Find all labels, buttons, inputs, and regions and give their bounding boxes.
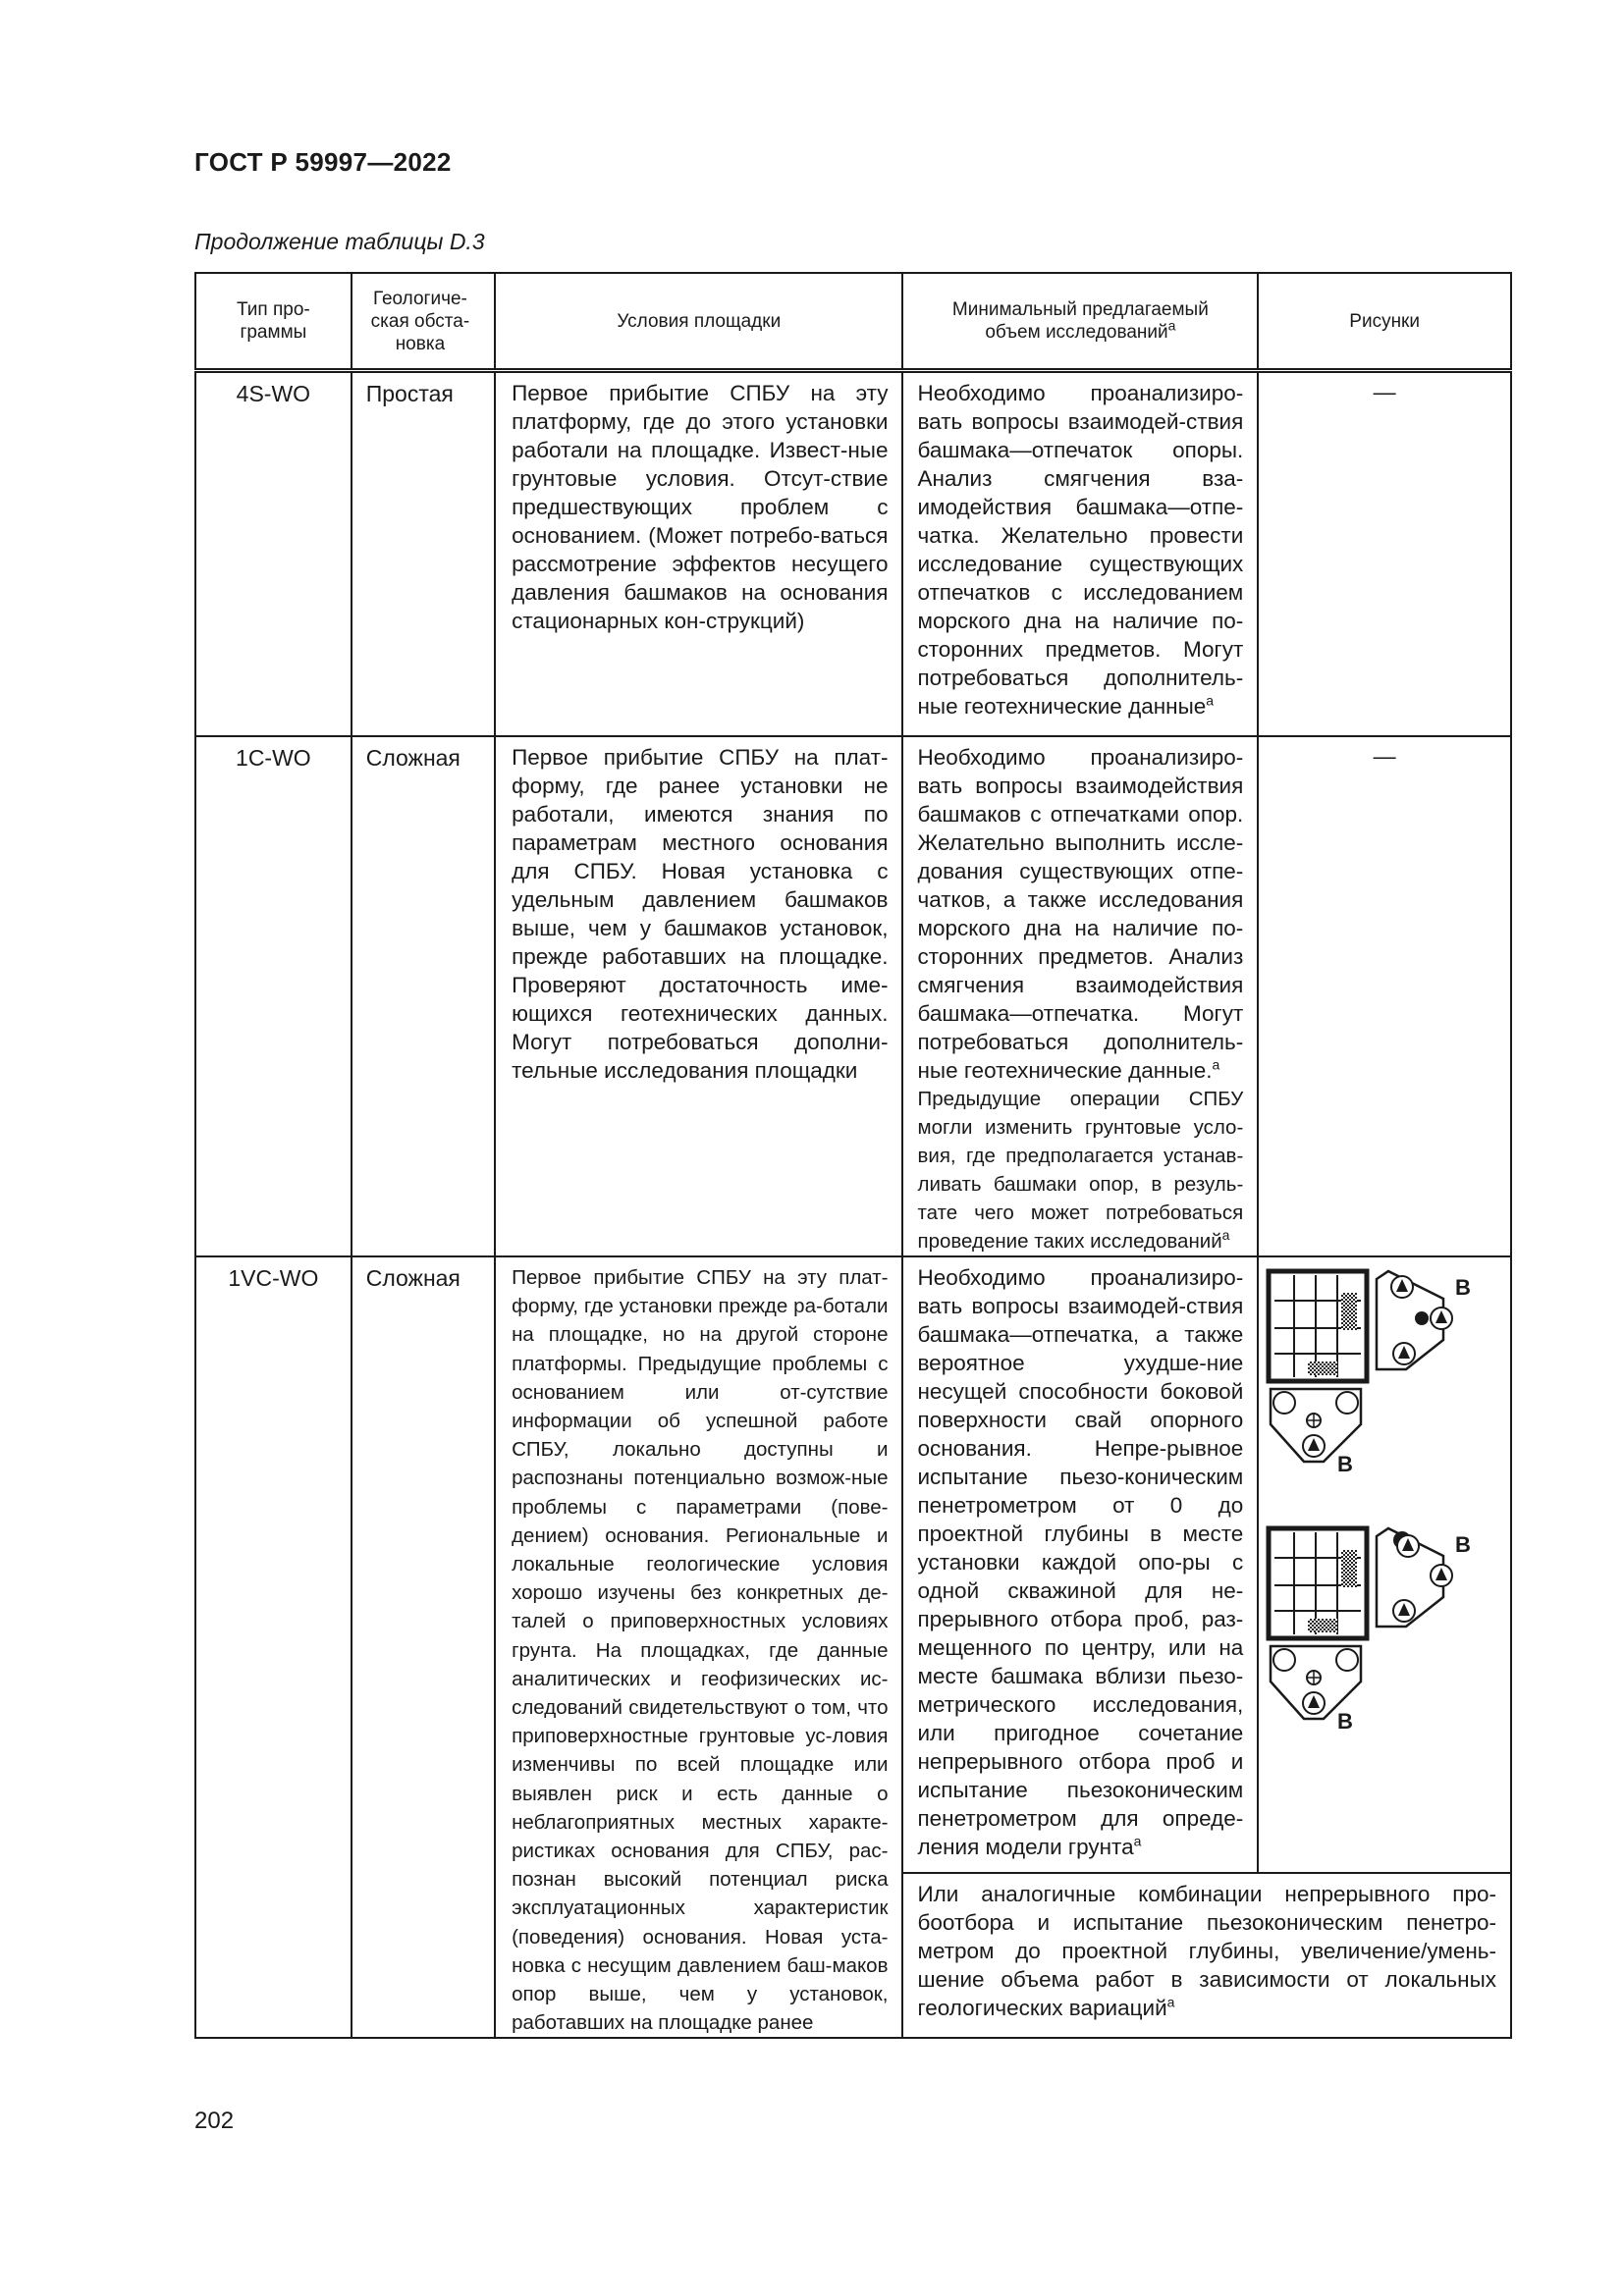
minimum-scope-text: Необходимо проанализиро-вать вопросы взаимодей-ствия башмака—отпечаток опоры. Анализ смягчения вза-имодействия башмака—отпе-чатка. Желательно провести исследование существующих отпечатков с исследованием морского дна на наличие по-сторонних предметов. Могут потребоваться дополнитель-ные геотехнические данные (917, 381, 1244, 719)
position-label: B (1337, 1452, 1354, 1476)
position-label: B (1455, 1275, 1472, 1300)
cell-geology: Сложная (352, 736, 495, 1256)
header-minimum-scope-label: Минимальный предлагаемый объем исследований (951, 299, 1209, 343)
footnote-mark: a (1221, 1227, 1230, 1244)
position-label: B (1337, 1709, 1354, 1734)
table-row (195, 736, 1511, 1256)
minimum-scope-text: Необходимо проанализиро-вать вопросы взаимодей-ствия башмака—отпечатка, а также вероятное ухудше-ние несущей способности боковой поверхности свай опорного основания. Непре-рывное испытание пьезо-коническим пенетрометром от 0 до проектной глубины в месте установки каждой опо-ры с одной скважиной для не-прерывного отбора проб, раз-мещенного по центру, или на месте башмака вблизи пьезо-метрического исследования, или пригодное сочетание непрерывного отбора проб и испытание пьезоконическим пенетрометром для опреде-ления модели грунта (917, 1265, 1244, 1859)
header-minimum-scope (902, 273, 1258, 371)
footnote-mark: a (1166, 1994, 1175, 2010)
document-title: ГОСТ Р 59997—2022 (194, 147, 452, 177)
table-header-row (195, 273, 1511, 371)
cell-minimum-scope (902, 736, 1258, 1256)
header-site-conditions-label: Условия площадки (617, 310, 782, 332)
cell-geology: Простая (352, 371, 495, 737)
cell-minimum-scope (902, 371, 1258, 737)
cell-figure: — (1258, 736, 1511, 1256)
header-figures (1258, 273, 1511, 371)
footnote-mark: a (1167, 317, 1176, 334)
cell-minimum-scope-alternative (902, 1873, 1511, 2038)
platform-diagram-2 (1269, 1528, 1471, 1734)
position-label: B (1455, 1532, 1472, 1557)
footnote-mark: a (1206, 692, 1215, 709)
platform-diagram-1 (1269, 1271, 1471, 1476)
header-geology-label: Геологиче- ская обста- новка (370, 288, 470, 354)
leg-placement-diagram (1259, 1259, 1490, 1770)
footnote-mark: a (1133, 1833, 1142, 1849)
page-number: 202 (194, 2108, 235, 2134)
cell-figure: — (1258, 371, 1511, 737)
investigation-table (194, 272, 1512, 2039)
table-row (195, 371, 1511, 737)
cell-site-conditions: Первое прибытие СПБУ на плат-форму, где ранее установки не работали, имеются знания по параметрам местного основания для СПБУ. Новая установка с удельным давлением башмаков выше, чем у башмаков установок, прежде работавших на площадке. Проверяют достаточность име-ющихся геотехнических данных. Могут потребоваться дополни-тельные исследования площадки (495, 736, 902, 1256)
cell-minimum-scope (902, 1256, 1258, 1873)
cell-site-conditions: Первое прибытие СПБУ на эту платформу, где до этого установки работали на площадке. Извест-ные грунтовые условия. Отсут-ствие предшествующих проблем с основанием. (Может потребо-ваться рассмотрение эффектов несущего давления башмаков на основания стационарных кон-струкций) (495, 371, 902, 737)
minimum-scope-alternative-text: Или аналогичные комбинации непрерывного про-боотбора и испытание пьезоконическим пенетро-метром до проектной глубины, увеличение/умень-шение объема работ в зависимости от локальных геологических вариаций (917, 1882, 1496, 2020)
header-program-type-label: Тип про- граммы (237, 299, 310, 343)
footnote-mark: a (1212, 1056, 1220, 1073)
header-geology (352, 273, 495, 371)
minimum-scope-text: Необходимо проанализиро-вать вопросы взаимодействия башмаков с отпечатками опор. Желательно выполнить иссле-дования существующих отпе-чатков, а также исследования морского дна на наличие по-сторонних предметов. Анализ смягчения взаимодействия башмака—отпечатка. Могут потребоваться дополнитель-ные геотехнические данные. (917, 745, 1244, 1083)
header-figures-label: Рисунки (1349, 310, 1420, 332)
cell-geology: Сложная (352, 1256, 495, 2038)
cell-site-conditions: Первое прибытие СПБУ на эту плат-форму, где установки прежде ра-ботали на площадке, но на другой стороне платформы. Предыдущие проблемы с основанием или от-сутствие информации об успешной работе СПБУ, локально доступны и распознаны потенциально возмож-ные проблемы с параметрами (пове-дением) основания. Региональные и локальные геологические условия хорошо изучены без конкретных де-талей о приповерхностных условиях грунта. На площадках, где данные аналитических и геофизических ис-следований свидетельствуют о том, что приповерхностные грунтовые ус-ловия изменчивы по всей площадке или выявлен риск и есть данные о неблагоприятных местных характе-ристиках основания для СПБУ, рас-познан высокий потенциал риска эксплуатационных характеристик (поведения) основания. Новая уста-новка с несущим давлением баш-маков опор выше, чем у установок, работавших на площадке ранее (495, 1256, 902, 2038)
table-caption: Продолжение таблицы D.3 (194, 229, 485, 254)
cell-program-type: 1VC-WO (195, 1256, 352, 2038)
cell-program-type: 4S-WO (195, 371, 352, 737)
table-row (195, 1256, 1511, 1873)
cell-figure (1258, 1256, 1511, 1873)
header-program-type (195, 273, 352, 371)
cell-program-type: 1C-WO (195, 736, 352, 1256)
minimum-scope-note: Предыдущие операции СПБУ могли изменить грунтовые усло-вия, где предполагается устанав-ливать башмаки опор, в резуль-тате чего может потребоваться проведение таких исследований (917, 1088, 1244, 1253)
header-site-conditions (495, 273, 902, 371)
